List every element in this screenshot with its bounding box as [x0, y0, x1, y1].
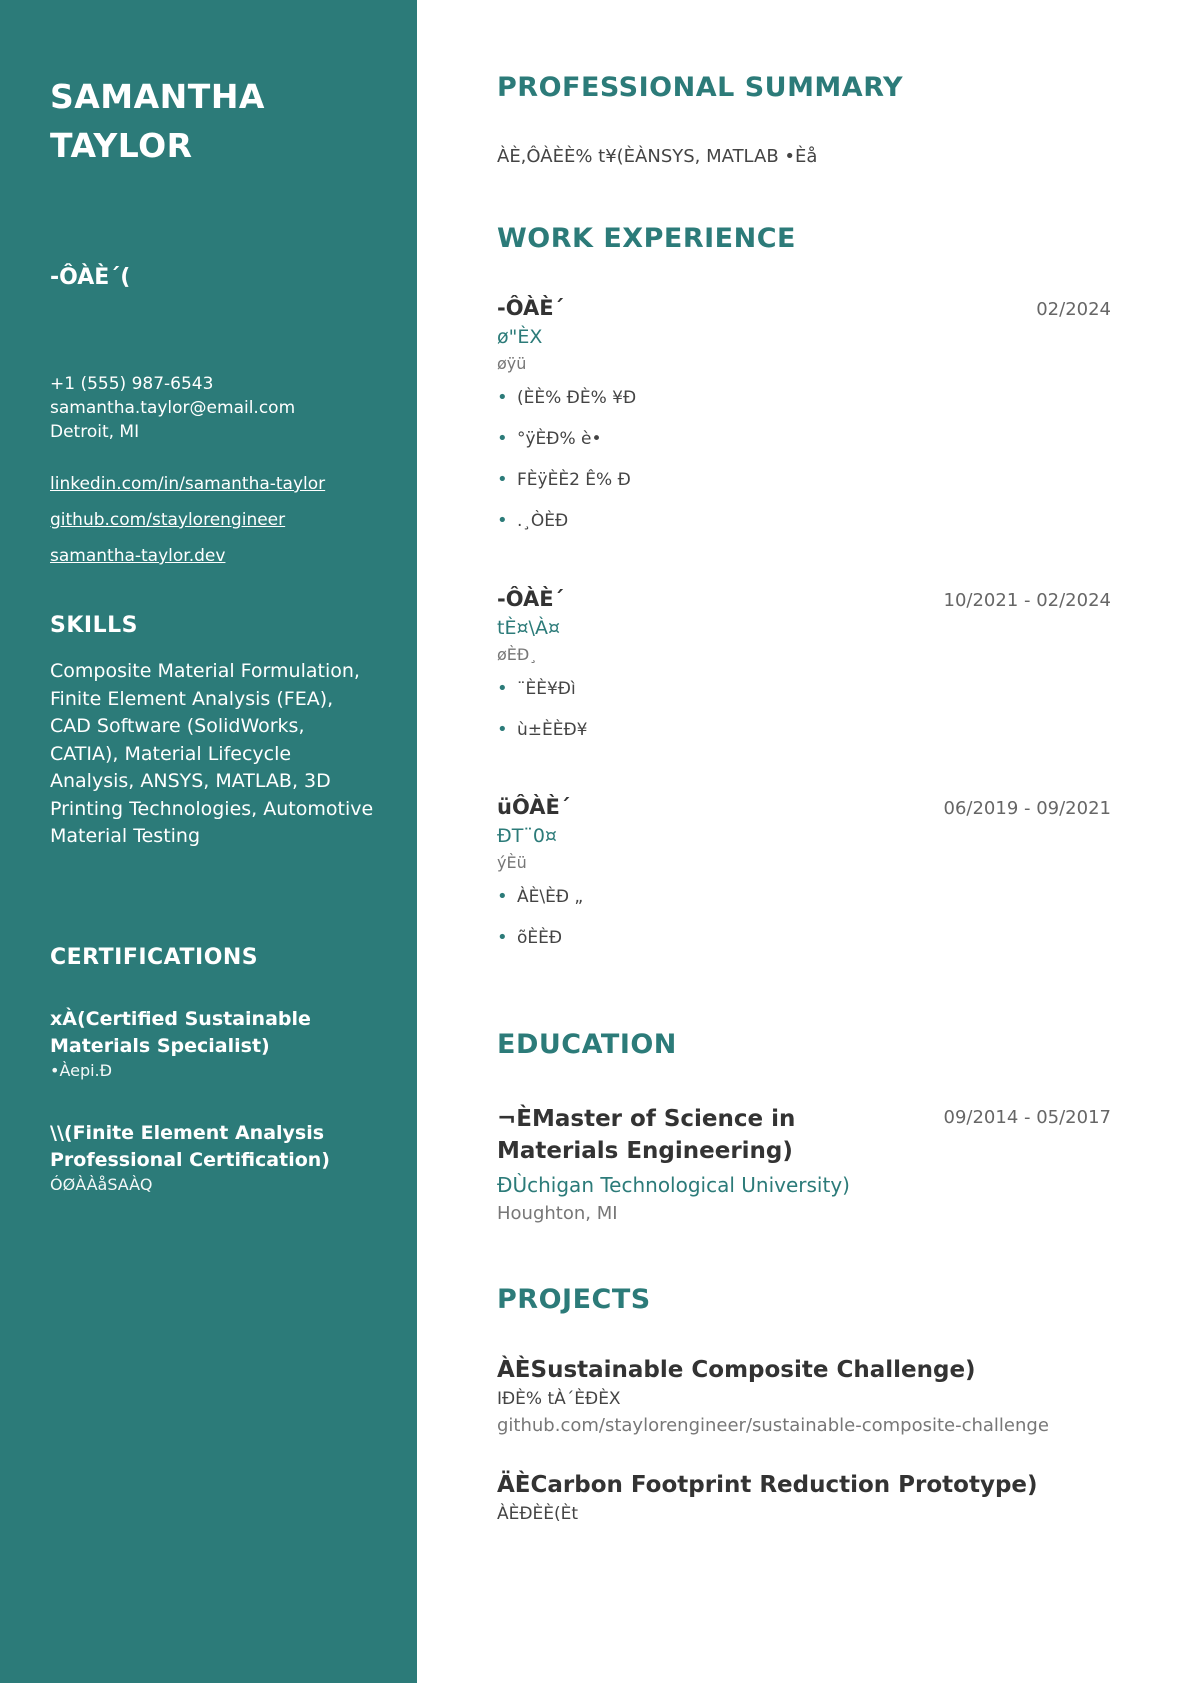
- certification-name: xÀ(Certified Sustainable Materials Specialist): [50, 1007, 311, 1057]
- phone: +1 (555) 987-6543: [50, 374, 214, 394]
- bullet-item: • õÈÈÐ: [497, 927, 1111, 949]
- experience-heading: WORK EXPERIENCE: [497, 223, 796, 254]
- job-company: ÐT¨0¤: [497, 825, 558, 847]
- certification-name: \\(Finite Element Analysis Professional Certification): [50, 1121, 330, 1171]
- skills-text: Composite Material Formulation, Finite Element Analysis (FEA), CAD Software (SolidWorks, CATIA), Material Lifecycle Analysis, ANSYS, MATLAB, 3D Printing Technologies, Automotive Material Testing: [50, 660, 374, 847]
- project-link[interactable]: github.com/staylorengineer/sustainable-composite-challenge: [497, 1415, 1049, 1436]
- bullet-item: • .¸ÒÈÐ: [497, 510, 1111, 532]
- project-title: ÀÈSustainable Composite Challenge): [497, 1357, 976, 1383]
- job-location: ýÈü: [497, 853, 527, 872]
- certifications-heading: CERTIFICATIONS: [50, 944, 259, 970]
- github-link[interactable]: github.com/staylorengineer: [50, 510, 286, 530]
- job-company: tÈ¤\À¤: [497, 617, 561, 639]
- summary-text: ÀÈ,ÔÀÈÈ% t¥(ÈÀNSYS, MATLAB •Èå: [497, 146, 818, 167]
- linkedin-link[interactable]: linkedin.com/in/samantha-taylor: [50, 474, 326, 494]
- project-entry: [497, 1472, 1111, 1524]
- job-location: øÈÐ¸: [497, 645, 538, 664]
- certification-item: [50, 1120, 377, 1196]
- name-line-1: SAMANTHA: [50, 77, 265, 116]
- project-description: ÀÈÐÈÈ(Èt: [497, 1504, 579, 1524]
- job-location: øÿü: [497, 354, 527, 373]
- email: samantha.taylor@email.com: [50, 398, 296, 418]
- sidebar: [0, 0, 417, 1683]
- job-title: -ÔÀÈ´: [497, 296, 565, 320]
- job-bullets: [497, 886, 1111, 949]
- job-entry: [497, 296, 1111, 551]
- bullet-item: • ÀÈ\ÈÐ „: [497, 886, 1111, 908]
- links-block: [50, 474, 377, 566]
- website-link[interactable]: samantha-taylor.dev: [50, 546, 226, 566]
- project-title: ÄÈCarbon Footprint Reduction Prototype): [497, 1472, 1038, 1498]
- education-location: Houghton, MI: [497, 1203, 618, 1224]
- contact-block: [50, 372, 377, 444]
- summary-heading: PROFESSIONAL SUMMARY: [497, 72, 904, 103]
- bullet-item: • ¨ÈÈ¥Ðì: [497, 678, 1111, 700]
- bullet-item: • °ÿÈÐ% è•: [497, 428, 1111, 450]
- bullet-item: • ù±ÈÈÐ¥: [497, 719, 1111, 741]
- certification-issuer: ÓØÀÀåSAÀQ: [50, 1174, 153, 1194]
- education-degree: ¬ÈMaster of Science in Materials Engineering): [497, 1106, 796, 1164]
- education-entry: [497, 1103, 1111, 1224]
- job-entry: [497, 587, 1111, 760]
- job-entry: [497, 795, 1111, 968]
- education-school: ÐÙchigan Technological University): [497, 1173, 850, 1197]
- bullet-item: • (ÈÈ% ÐÈ% ¥Ð: [497, 387, 1111, 409]
- name-line-2: TAYLOR: [50, 126, 193, 165]
- projects-heading: PROJECTS: [497, 1284, 651, 1315]
- job-date: 06/2019 - 09/2021: [943, 798, 1111, 819]
- certification-item: [50, 1006, 377, 1082]
- education-date: 09/2014 - 05/2017: [943, 1107, 1111, 1128]
- bullet-item: • FÈÿÈÈ2 Ê% Ð: [497, 469, 1111, 491]
- project-description: IÐÈ% tÀ´ÈÐÈX: [497, 1389, 621, 1409]
- job-date: 10/2021 - 02/2024: [943, 590, 1111, 611]
- certification-issuer: •Àepi.Ð: [50, 1060, 113, 1080]
- location: Detroit, MI: [50, 422, 140, 442]
- candidate-name: [50, 72, 377, 170]
- job-company: ø"ÈX: [497, 326, 543, 348]
- skills-heading: SKILLS: [50, 613, 138, 638]
- job-date: 02/2024: [1036, 299, 1111, 320]
- education-heading: EDUCATION: [497, 1029, 677, 1060]
- headline: -ÔÀÈ´(: [50, 265, 131, 290]
- job-title: üÔÀÈ´: [497, 795, 571, 819]
- project-entry: [497, 1357, 1111, 1436]
- job-bullets: [497, 678, 1111, 741]
- job-title: -ÔÀÈ´: [497, 587, 565, 611]
- job-bullets: [497, 387, 1111, 532]
